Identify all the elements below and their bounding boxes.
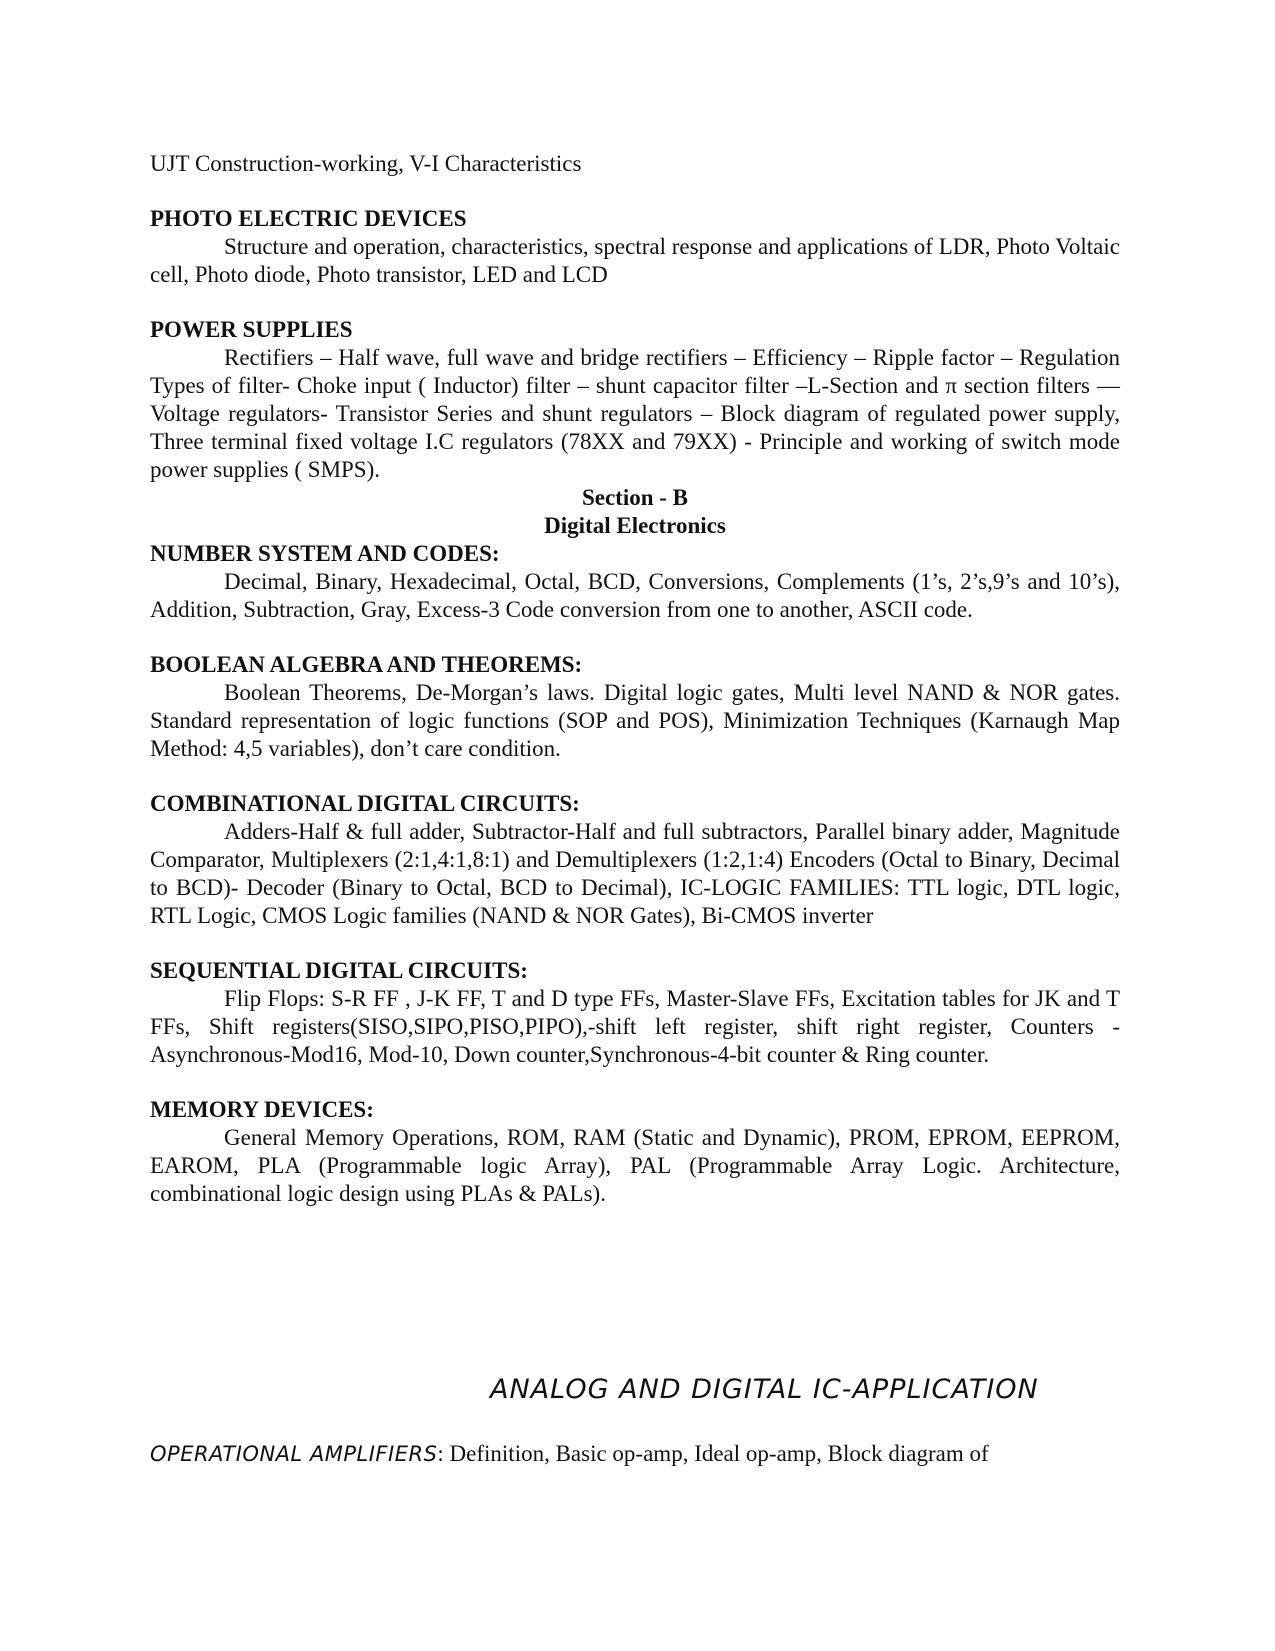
section-heading: BOOLEAN ALGEBRA AND THEOREMS: (150, 652, 583, 677)
opamp-line (150, 1440, 1130, 1468)
section-b-subtitle: Digital Electronics (544, 513, 726, 538)
section-body: Decimal, Binary, Hexadecimal, Octal, BCD, Conversions, Complements (1’s, 2’s,9’s and 10’s), Addition, Subtraction, Gray, Excess-3 Code conversion from one to another, ASCII code. (150, 569, 1120, 622)
section-heading: MEMORY DEVICES: (150, 1097, 374, 1122)
section-heading: SEQUENTIAL DIGITAL CIRCUITS: (150, 958, 528, 983)
intro-line: UJT Construction-working, V-I Characteristics (150, 151, 582, 176)
section-body: Rectifiers – Half wave, full wave and bridge rectifiers – Efficiency – Ripple factor – Regulation Types of filter- Choke input ( Inductor) filter – shunt capacitor filter –L-Section and π section filters — Voltage regulators- Transistor Series and shunt regulators – Block diagram of regulated power supply, Three terminal fixed voltage I.C regulators (78XX and 79XX) - Principle and working of switch mode power supplies ( SMPS). (150, 345, 1120, 482)
section-body: Boolean Theorems, De-Morgan’s laws. Digital logic gates, Multi level NAND & NOR gates. Standard representation of logic functions (SOP and POS), Minimization Techniques (Karnaugh Map Method: 4,5 variables), don’t care condition. (150, 680, 1120, 761)
section-body: Flip Flops: S-R FF , J-K FF, T and D type FFs, Master-Slave FFs, Excitation tables for JK and T FFs, Shift registers(SISO,SIPO,PISO,PIPO),-shift left register, shift right register, Counters - Asynchronous-Mod16, Mod-10, Down counter,Synchronous-4-bit counter & Ring counter. (150, 986, 1120, 1067)
section-b-title: Section - B (581, 485, 689, 510)
opamp-text: Definition, Basic op-amp, Ideal op-amp, Block diagram of (449, 1441, 989, 1466)
section-body: Adders-Half & full adder, Subtractor-Half and full subtractors, Parallel binary adder, Magnitude Comparator, Multiplexers (2:1,4:1,8:1) and Demultiplexers (1:2,1:4) Encoders (Octal to Binary, Decimal to BCD)- Decoder (Binary to Octal, BCD to Decimal), IC-LOGIC FAMILIES: TTL logic, DTL logic, RTL Logic, CMOS Logic families (NAND & NOR Gates), Bi-CMOS inverter (150, 819, 1120, 928)
section-body: Structure and operation, characteristics, spectral response and applications of LDR, Photo Voltaic cell, Photo diode, Photo transistor, LED and LCD (150, 234, 1120, 287)
section-heading: COMBINATIONAL DIGITAL CIRCUITS: (150, 791, 580, 816)
section-photo-electric (150, 205, 1120, 289)
section-body: General Memory Operations, ROM, RAM (Static and Dynamic), PROM, EPROM, EEPROM, EAROM, PLA (Programmable logic Array), PAL (Programmable Array Logic. Architecture, combinational logic design using PLAs & PALs). (150, 1125, 1120, 1206)
opamp-label: OPERATIONAL AMPLIFIERS (150, 1442, 438, 1466)
section-heading: POWER SUPPLIES (150, 317, 353, 342)
section-sequential (150, 957, 1120, 1069)
opamp-colon: : (437, 1441, 444, 1466)
section-heading: PHOTO ELECTRIC DEVICES (150, 206, 467, 231)
section-combinational (150, 790, 1120, 930)
ic-application-title: ANALOG AND DIGITAL IC-APPLICATION (490, 1374, 1039, 1405)
section-power-supplies (150, 316, 1120, 484)
section-number-system (150, 540, 1120, 624)
section-memory (150, 1096, 1120, 1208)
syllabus-content (150, 150, 1120, 1208)
section-boolean-algebra (150, 651, 1120, 763)
section-heading: NUMBER SYSTEM AND CODES: (150, 541, 500, 566)
